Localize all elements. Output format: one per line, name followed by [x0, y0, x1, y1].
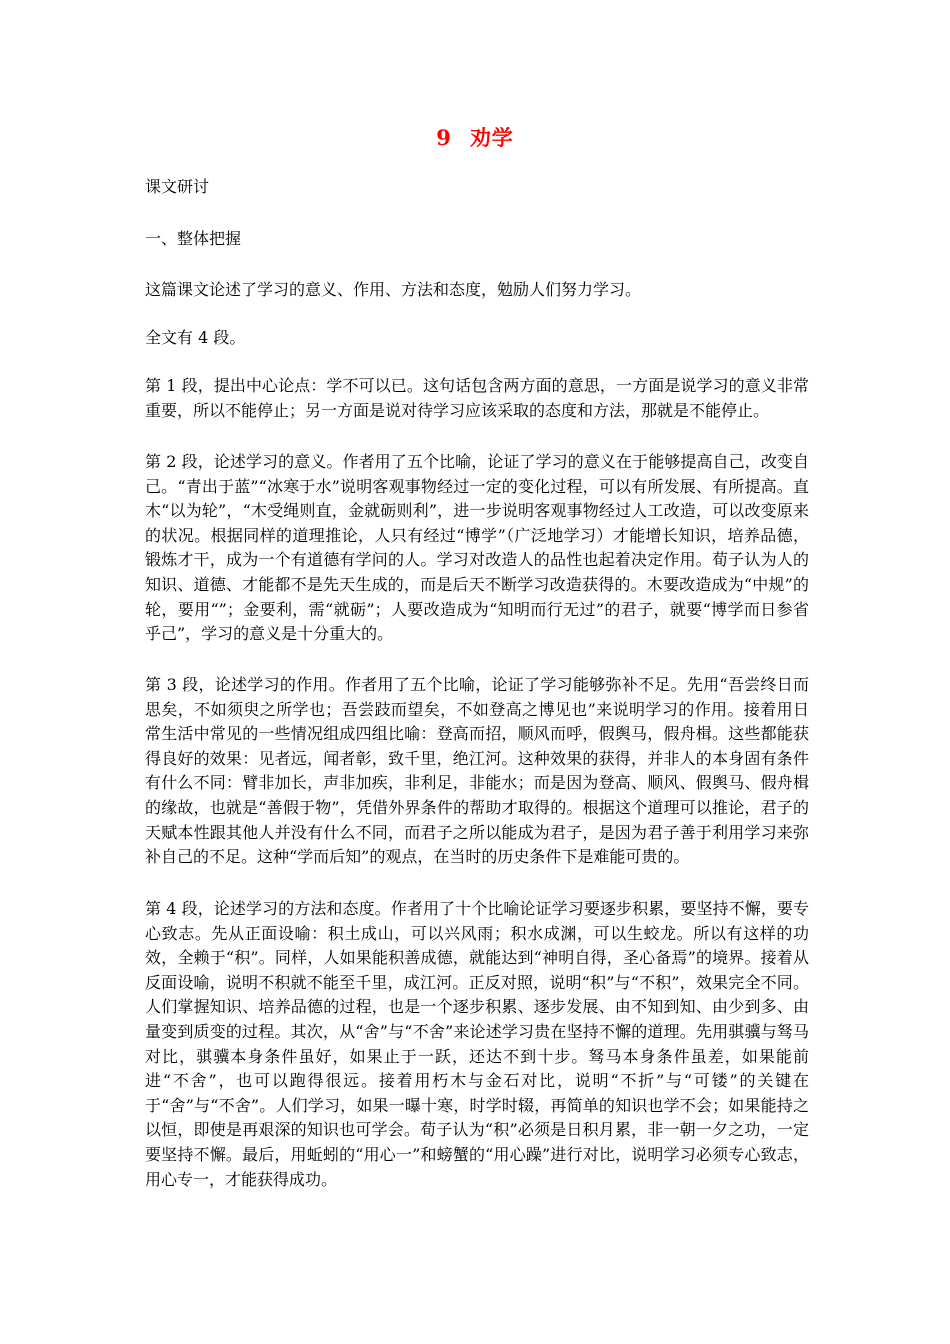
lesson-number: 9 [436, 125, 452, 150]
paragraph-1: 第 1 段，提出中心论点：学不可以已。这句话包含两方面的意思，一方面是说学习的意义非常重要，所以不能停止；另一方面是说对待学习应该采取的态度和方法，那就是不能停止。 [145, 376, 809, 420]
paragraph-count-note: 全文有 4 段。 [145, 328, 246, 347]
paragraph-2: 第 2 段，论述学习的意义。作者用了五个比喻，论证了学习的意义在于能够提高自己，改变自己。“青出于蓝”“冰寒于水”说明客观事物经过一定的变化过程，可以有所发展、有所提高。直木“以为轮”，“木受绳则直，金就砺则利”，进一步说明客观事物经过人工改造，可以改变原来的状况。根据同样的道理推论，人只有经过“博学”（广泛地学习）才能增长知识，培养品德，锻炼才干，成为一个有道德有学问的人。学习对改造人的品性也起着决定作用。荀子认为人的知识、道德、才能都不是先天生成的，而是后天不断学习改造获得的。木要改造成为“中规”的轮，要用“”；金要利，需“就砺”；人要改造成为“知明而行无过”的君子，就要“博学而日参省乎己”，学习的意义是十分重大的。 [145, 452, 809, 644]
paragraph-3: 第 3 段，论述学习的作用。作者用了五个比喻，论证了学习能够弥补不足。先用“吾尝终日而思矣，不如须臾之所学也；吾尝跂而望矣，不如登高之博见也”来说明学习的作用。接着用日常生活中常见的一些情况组成四组比喻：登高而招，顺风而呼，假舆马，假舟楫。这些都能获得良好的效果：见者远，闻者彰，致千里，绝江河。这种效果的获得，并非人的本身固有条件有什么不同：臂非加长，声非加疾，非利足，非能水；而是因为登高、顺风、假舆马、假舟楫的缘故，也就是“善假于物”，凭借外界条件的帮助才取得的。根据这个道理可以推论，君子的天赋本性跟其他人并没有什么不同，而君子之所以能成为君子，是因为君子善于利用学习来弥补自己的不足。这种“学而后知”的观点，在当时的历史条件下是难能可贵的。 [145, 675, 809, 867]
section-heading: 课文研讨 [145, 177, 210, 196]
lesson-title [0, 122, 950, 152]
subsection-heading: 一、整体把握 [145, 229, 242, 248]
intro-line: 这篇课文论述了学习的意义、作用、方法和态度，勉励人们努力学习。 [145, 280, 642, 299]
lesson-title-text: 劝学 [469, 125, 514, 150]
paragraph-4: 第 4 段，论述学习的方法和态度。作者用了十个比喻论证学习要逐步积累，要坚持不懈，要专心致志。先从正面设喻：积土成山，可以兴风雨；积水成渊，可以生蛟龙。所以有这样的功效，全赖于“积”。同样，人如果能积善成德，就能达到“神明自得，圣心备焉”的境界。接着从反面设喻，说明不积就不能至千里，成江河。正反对照，说明“积”与“不积”，效果完全不同。人们掌握知识、培养品德的过程，也是一个逐步积累、逐步发展、由不知到知、由少到多、由量变到质变的过程。其次，从“舍”与“不舍”来论述学习贵在坚持不懈的道理。先用骐骥与驽马对比，骐骥本身条件虽好，如果止于一跃，还达不到十步。驽马本身条件虽差，如果能前进“不舍”，也可以跑得很远。接着用朽木与金石对比，说明“不折”与“可镂”的关键在于“舍”与“不舍”。人们学习，如果一曝十寒，时学时辍，再简单的知识也学不会；如果能持之以恒，即使是再艰深的知识也可学会。荀子认为“积”必须是日积月累，非一朝一夕之功，一定要坚持不懈。最后，用蚯蚓的“用心一”和螃蟹的“用心躁”进行对比，说明学习必须专心致志，用心专一，才能获得成功。 [145, 899, 809, 1189]
